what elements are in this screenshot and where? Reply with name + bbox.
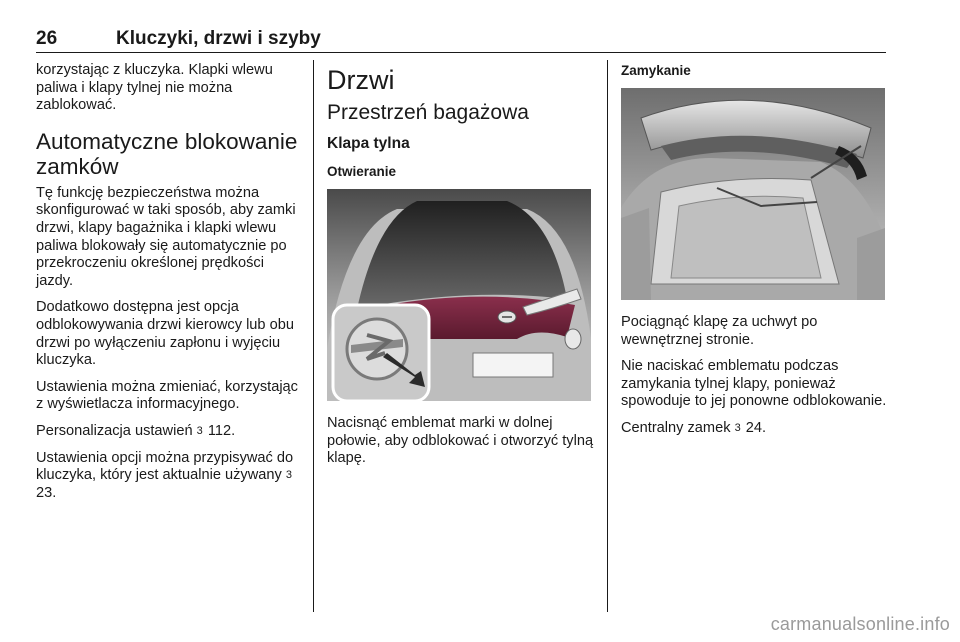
page-ref-icon: 3 <box>734 421 741 434</box>
central-lock-page-number: 24. <box>745 419 767 436</box>
page-ref-icon: 3 <box>196 424 203 437</box>
page-ref-icon: 3 <box>285 469 292 482</box>
column-1 <box>36 62 304 511</box>
column-2 <box>327 62 597 477</box>
key-assign-paragraph <box>36 450 304 503</box>
auto-lock-paragraph-2: Dodatkowo dostępna jest opcja odblokowywania drzwi kierowcy lub obu drzwi po wyłączeniu zapłonu i wyjęciu kluczyka. <box>36 299 294 369</box>
tailgate-opening-illustration <box>327 189 591 401</box>
personalization-text: Personalizacja ustawień <box>36 422 197 439</box>
central-lock-text: Centralny zamek <box>621 419 735 436</box>
central-lock-page-ref[interactable] <box>735 420 766 436</box>
header-rule <box>36 52 886 53</box>
auto-lock-heading: Automatyczne blokowanie zamków <box>36 128 298 179</box>
auto-lock-paragraph-1: Tę funkcję bezpieczeństwa można skonfigurować w taki sposób, aby zamki drzwi, klapy bagażnika i klapki wlewu paliwa blokowały się automatycznie po przekroczeniu określonej prędkości jazdy. <box>36 184 296 289</box>
personalization-page-ref[interactable] <box>197 423 236 439</box>
column-divider-2 <box>607 60 608 612</box>
watermark: carmanualsonline.info <box>770 614 950 634</box>
key-assign-text: Ustawienia opcji można przypisywać do kluczyka, który jest aktualnie używany <box>36 449 294 484</box>
tailgate-closing-illustration <box>621 88 885 300</box>
opening-heading: Otwieranie <box>327 164 397 179</box>
intro-paragraph: korzystając z kluczyka. Klapki wlewu paliwa i klapy tylnej nie można zablokować. <box>36 62 273 114</box>
page-number: 26 <box>36 28 58 49</box>
column-divider-1 <box>313 60 314 612</box>
tailgate-heading: Klapa tylna <box>327 135 410 152</box>
luggage-heading: Przestrzeń bagażowa <box>327 101 529 124</box>
personalization-paragraph <box>36 423 304 441</box>
column-3 <box>621 62 891 447</box>
closing-heading: Zamykanie <box>621 63 691 78</box>
chapter-title: Kluczyki, drzwi i szyby <box>116 28 321 49</box>
key-assign-page-number: 23. <box>36 484 57 501</box>
closing-paragraph-2: Nie naciskać emblematu podczas zamykania tylnej klapy, ponieważ spowoduje to jej ponowne odblokowanie. <box>621 358 887 410</box>
doors-heading: Drzwi <box>327 65 395 95</box>
personalization-page-number: 112. <box>207 422 236 439</box>
closing-paragraph-1: Pociągnąć klapę za uchwyt po wewnętrznej stronie. <box>621 314 818 348</box>
auto-lock-paragraph-3: Ustawienia można zmieniać, korzystając z wyświetlacza informacyjnego. <box>36 378 298 413</box>
central-lock-paragraph <box>621 420 891 438</box>
opening-caption: Nacisnąć emblemat marki w dolnej połowie, aby odblokować i otworzyć tylną klapę. <box>327 415 594 467</box>
